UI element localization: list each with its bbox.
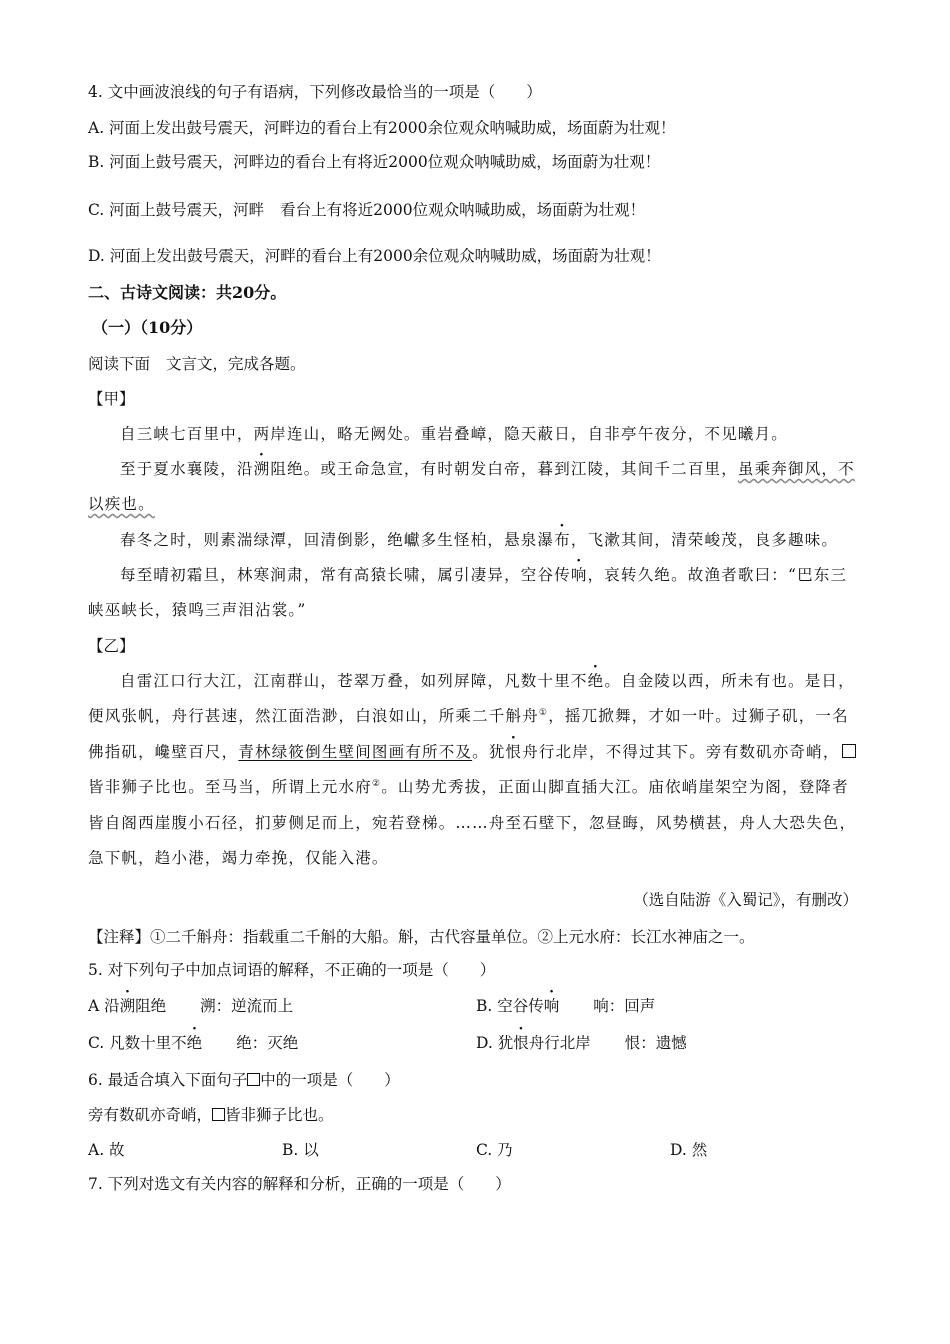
question-7-stem: 7. 下列对选文有关内容的解释和分析，正确的一项是（ ）	[88, 1175, 511, 1193]
question-6-sentence: 旁有数矶亦奇峭， 皆非狮子比也。	[88, 1106, 334, 1124]
question-6-option-b: B. 以	[282, 1141, 319, 1159]
passage-jia-label: 【甲】	[88, 390, 135, 408]
passage-jia-para-2-line-2: 以疾也。	[88, 495, 155, 513]
question-4-stem: 4. 文中画波浪线的句子有语病，下列修改最恰当的一项是（ ）	[88, 83, 542, 101]
reading-instruction: 阅读下面 文言文，完成各题。	[88, 355, 306, 373]
question-5-option-a: A 沿溯阻绝 溯：逆流而上	[88, 997, 294, 1015]
passage-jia-para-3: 春冬之时，则素湍绿潭，回清倒影，绝巘多生怪柏，悬泉瀑布，飞漱其间，清荣峻茂，良多趣味。	[120, 531, 839, 549]
question-6-option-c: C. 乃	[476, 1141, 513, 1159]
passage-jia-para-1: 自三峡七百里中，两岸连山，略无阙处。重岩叠嶂，隐天蔽日，自非亭午夜分，不见曦月。	[120, 425, 789, 443]
passage-yi-label: 【乙】	[88, 637, 135, 655]
question-4-option-a: A. 河面上发出鼓号震天，河畔边的看台上有2000余位观众呐喊助威，场面蔚为壮观！	[88, 119, 676, 137]
section-2-heading: 二、古诗文阅读：共20分。	[88, 283, 287, 302]
question-5-option-b: B. 空谷传响 响：回声	[476, 997, 656, 1015]
question-5-option-c: C. 凡数十里不绝 绝：灭绝	[88, 1034, 299, 1052]
passage-yi-line-6: 急下帆，趋小港，竭力牵挽，仅能入港。	[88, 849, 389, 867]
question-5-option-d: D. 犹恨舟行北岸 恨：遗憾	[476, 1034, 687, 1052]
question-4-option-b: B. 河面上鼓号震天，河畔边的看台上有将近2000位观众呐喊助威，场面蔚为壮观！	[88, 153, 661, 171]
passage-yi-line-3: 佛指矶，巉壁百尺，青林绿筱倒生壁间图画有所不及。犹恨舟行北岸，不得过其下。旁有数矶亦奇峭，	[88, 742, 858, 762]
passage-yi-line-5: 皆自阁西崖腹小石径，扪萝侧足而上，宛若登梯。……舟至石壁下，忽昼晦，风势横甚，舟人大恐失色，	[88, 814, 857, 832]
blank-box	[247, 1073, 260, 1086]
passage-jia-para-2-line-1: 至于夏水襄陵，沿溯阻绝。或王命急宣，有时朝发白帝，暮到江陵，其间千二百里，虽乘奔御风，不	[120, 460, 855, 478]
question-6-option-a: A. 故	[88, 1141, 125, 1159]
passage-yi-line-4: 皆非狮子比也。至马当，所谓上元水府②。山势尤秀拔，正面山脚直插大江。庙依峭崖架空为阁，登降者	[88, 778, 849, 796]
annotation-note: 【注释】①二千斛舟：指载重二千斛的大船。斛，古代容量单位。②上元水府：长江水神庙之一。	[88, 928, 755, 946]
question-6-stem: 6. 最适合填入下面句子 中的一项是（ ）	[88, 1071, 400, 1089]
question-4-option-c: C. 河面上鼓号震天，河畔 看台上有将近2000位观众呐喊助威，场面蔚为壮观！	[88, 201, 646, 219]
subsection-1-heading: （一）（10分）	[92, 318, 203, 337]
passage-jia-para-4-line-2: 峡巫峡长，猿鸣三声泪沾裳。”	[88, 601, 307, 619]
question-4-option-d: D. 河面上发出鼓号震天，河畔的看台上有2000余位观众呐喊助威，场面蔚为壮观！	[88, 247, 661, 265]
blank-box	[212, 1108, 225, 1121]
passage-yi-line-1: 自雷江口行大江，江南群山，苍翠万叠，如列屏障，凡数十里不绝。自金陵以西，所未有也。是日，	[120, 672, 855, 690]
source-citation: （选自陆游《入蜀记》，有删改）	[633, 891, 858, 909]
question-6-option-d: D. 然	[670, 1141, 708, 1159]
passage-yi-line-2: 便风张帆，舟行甚速，然江面浩渺，白浪如山，所乘二千斛舟①，摇兀掀舞，才如一叶。过狮子矶，一名	[88, 707, 849, 725]
question-5-stem: 5. 对下列句子中加点词语的解释，不正确的一项是（ ）	[88, 961, 496, 979]
passage-jia-para-4-line-1: 每至晴初霜旦，林寒涧肃，常有高猿长啸，属引凄异，空谷传响，哀转久绝。故渔者歌曰：“巴东三	[120, 566, 848, 584]
blank-box	[842, 744, 856, 758]
